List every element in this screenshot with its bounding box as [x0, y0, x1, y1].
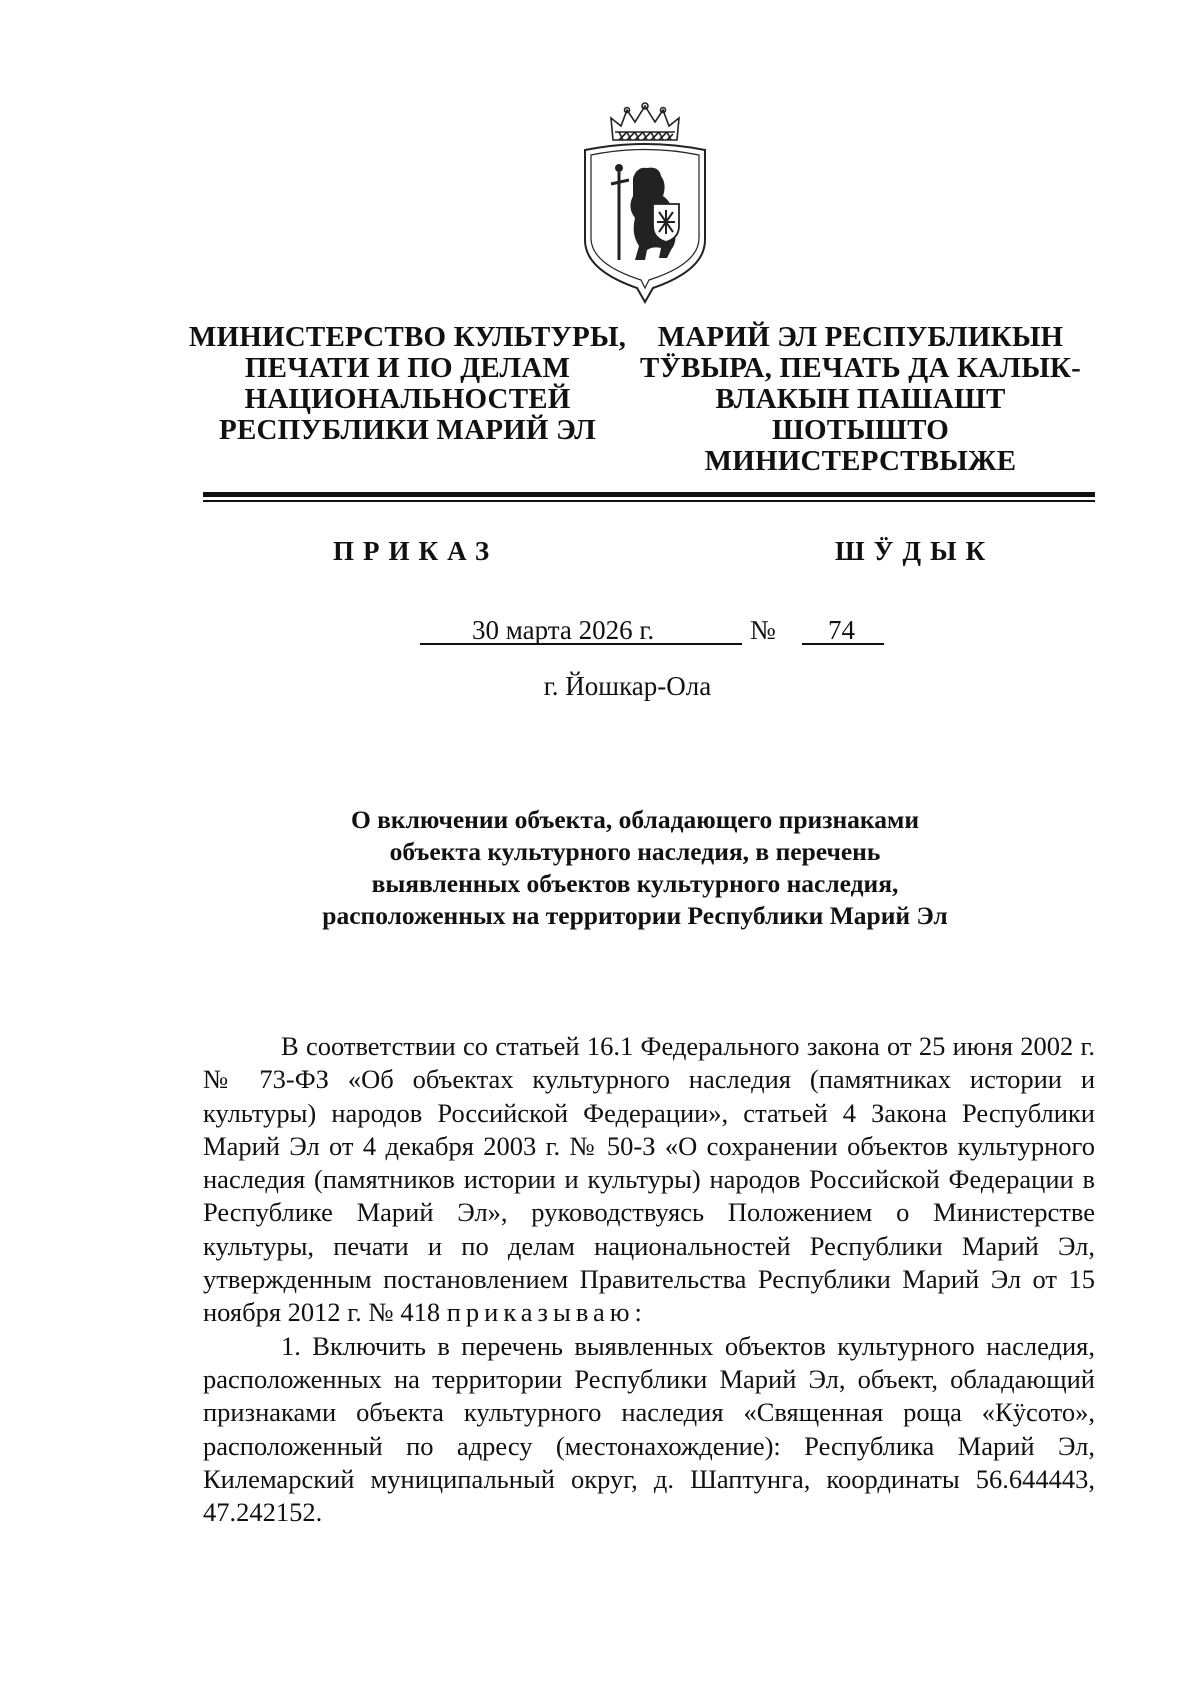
ministry-ru-line: НАЦИОНАЛЬНОСТЕЙ [244, 383, 571, 415]
title-line: расположенных на территории Республики Марий Эл [322, 901, 948, 930]
order-word: приказываю: [446, 1297, 647, 1328]
preamble-paragraph [203, 1030, 1095, 1330]
preamble-text: В соответствии со статьей 16.1 Федерального закона от 25 июня 2002 г. № 73-ФЗ «Об объектах культурного наследия (памятниках истории и культуры) народов Российской Федерации», статьей 4 Закона Республики Марий Эл от 4 декабря 2003 г. № 50-З «О сохранении объектов культурного наследия (памятников истории и культуры) народов Российской Федерации в Республике Марий Эл», руководствуясь Положением о Министерстве культуры, печати и по делам национальностей Республики Марий Эл, утвержденным постановлением Правительства Республики Марий Эл от 15 ноября 2012 г. № 418 [203, 1031, 1095, 1328]
city-line: г. Йошкар-Ола [543, 671, 712, 701]
number-sign: № [750, 615, 776, 645]
item-1-paragraph: 1. Включить в перечень выявленных объектов культурного наследия, расположенных на территории Республики Марий Эл, объект, обладающий признаками объекта культурного наследия «Священная роща «Кӱсото», расположенный по адресу (местонахождение): Республика Марий Эл, Килемарский муниципальный округ, д. Шаптунга, координаты 56.644443, 47.242152. [203, 1330, 1095, 1528]
ministry-ru-line: ПЕЧАТИ И ПО ДЕЛАМ [244, 352, 571, 384]
doc-type-ru: ПРИКАЗ [333, 536, 499, 566]
ministry-ru-line: МИНИСТЕРСТВО КУЛЬТУРЫ, [188, 321, 627, 353]
doc-type-mari: ШӰДЫК [835, 536, 995, 566]
ministry-ru-line: РЕСПУБЛИКИ МАРИЙ ЭЛ [219, 414, 596, 446]
title-line: О включении объекта, обладающего признаками [350, 805, 920, 834]
coat-of-arms-mari-el-icon [575, 100, 715, 305]
title-line: объекта культурного наследия, в перечень [389, 837, 881, 866]
ministry-name-mari [628, 322, 1093, 477]
ministry-mari-line: МАРИЙ ЭЛ РЕСПУБЛИКЫН [657, 321, 1064, 353]
header-divider-thin [203, 500, 1095, 502]
order-title [240, 804, 1030, 932]
ministry-mari-line: ВЛАКЫН ПАШАШТ ШОТЫШТО [715, 383, 1006, 446]
ministry-mari-line: ТӰВЫРА, ПЕЧАТЬ ДА КАЛЫК- [640, 352, 1081, 384]
title-line: выявленных объектов культурного наследия, [371, 869, 899, 898]
order-number: 74 [828, 615, 855, 645]
order-body [203, 1030, 1095, 1529]
ministry-mari-line: МИНИСТЕРСТВЫЖЕ [704, 445, 1017, 477]
order-date: 30 марта 2026 г. [472, 615, 655, 645]
header-divider-thick [203, 492, 1095, 497]
ministry-name-ru [180, 322, 635, 446]
